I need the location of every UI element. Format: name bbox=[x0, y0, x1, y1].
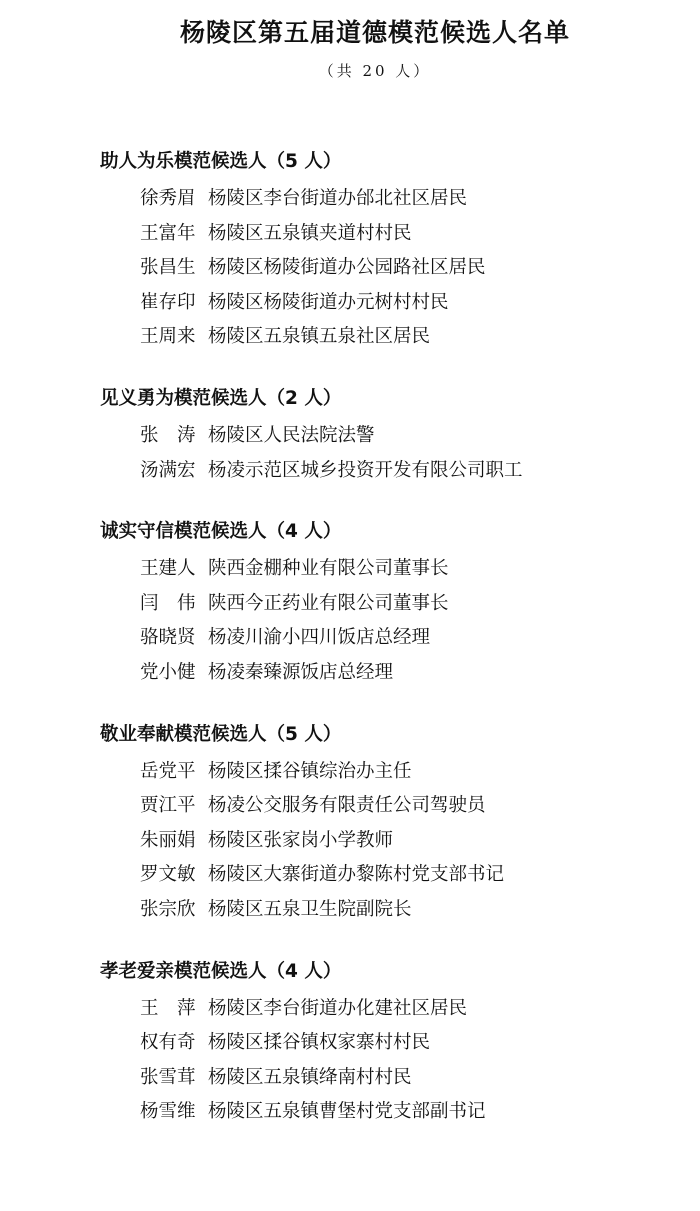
list-item bbox=[140, 552, 700, 587]
candidate-affiliation: 杨陵区杨陵街道办元树村村民 bbox=[208, 291, 449, 313]
section-title bbox=[100, 515, 700, 549]
candidate-name: 贾江平 bbox=[140, 795, 196, 817]
list-item bbox=[140, 182, 700, 217]
list-item bbox=[140, 454, 700, 489]
candidate-affiliation: 杨陵区张家岗小学教师 bbox=[208, 829, 394, 851]
candidate-name: 汤满宏 bbox=[140, 459, 196, 481]
section-filial-piety bbox=[0, 955, 700, 1130]
section-count: （5 人） bbox=[266, 151, 342, 172]
candidate-name: 张 涛 bbox=[140, 424, 196, 446]
candidate-name: 闫 伟 bbox=[140, 592, 196, 614]
candidate-affiliation: 杨凌示范区城乡投资开发有限公司职工 bbox=[208, 459, 523, 481]
candidate-name: 王建人 bbox=[140, 558, 196, 580]
candidate-name: 骆晓贤 bbox=[140, 627, 196, 649]
list-item bbox=[140, 621, 700, 656]
section-count: （5 人） bbox=[266, 723, 342, 745]
candidate-affiliation: 杨陵区揉谷镇权家寨村村民 bbox=[208, 1032, 431, 1054]
list-item bbox=[140, 824, 700, 859]
candidate-affiliation: 杨凌秦臻源饭店总经理 bbox=[208, 661, 394, 683]
section-title-text: 见义勇为模范候选人 bbox=[100, 387, 267, 409]
candidate-affiliation: 杨陵区五泉卫生院副院长 bbox=[208, 898, 412, 920]
list-item bbox=[140, 893, 700, 928]
candidate-affiliation: 杨凌川渝小四川饭店总经理 bbox=[208, 627, 431, 649]
candidate-affiliation: 杨陵区人民法院法警 bbox=[208, 424, 375, 446]
candidate-name: 徐秀眉 bbox=[140, 188, 196, 209]
candidate-affiliation: 陕西金棚种业有限公司董事长 bbox=[208, 558, 449, 580]
candidate-affiliation: 杨陵区五泉镇绛南村村民 bbox=[208, 1066, 412, 1088]
list-item bbox=[140, 858, 700, 893]
candidate-name: 崔存印 bbox=[140, 291, 196, 313]
section-title bbox=[100, 718, 700, 752]
section-title-text: 敬业奉献模范候选人 bbox=[100, 723, 267, 745]
candidate-name: 王富年 bbox=[140, 222, 196, 244]
list-item bbox=[140, 251, 700, 286]
list-item bbox=[140, 320, 700, 355]
list-item bbox=[140, 992, 700, 1027]
list-item bbox=[140, 1026, 700, 1061]
section-title-text: 诚实守信模范候选人 bbox=[100, 521, 267, 543]
section-title-text: 助人为乐模范候选人 bbox=[100, 151, 267, 172]
section-count: （2 人） bbox=[266, 387, 342, 409]
section-title-text: 孝老爱亲模范候选人 bbox=[100, 960, 267, 982]
candidate-name: 权有奇 bbox=[140, 1032, 196, 1054]
list-item bbox=[140, 789, 700, 824]
candidate-name: 张昌生 bbox=[140, 257, 196, 279]
section-count: （4 人） bbox=[266, 960, 342, 982]
list-item bbox=[140, 587, 700, 622]
candidate-affiliation: 杨陵区五泉镇曹堡村党支部副书记 bbox=[208, 1101, 486, 1123]
section-count: （4 人） bbox=[266, 521, 342, 543]
document-title: 杨陵区第五届道德模范候选人名单 bbox=[179, 18, 570, 47]
section-title bbox=[100, 382, 700, 416]
list-item bbox=[140, 217, 700, 252]
candidate-affiliation: 杨陵区李台街道办化建社区居民 bbox=[208, 997, 468, 1019]
section-honesty bbox=[0, 515, 700, 690]
list-item bbox=[140, 656, 700, 691]
candidate-name: 王周来 bbox=[140, 326, 196, 348]
candidate-affiliation: 杨陵区五泉镇夹道村村民 bbox=[208, 222, 412, 244]
candidate-name: 张宗欣 bbox=[140, 898, 196, 920]
candidate-affiliation: 杨陵区李台街道办邰北社区居民 bbox=[208, 188, 468, 209]
candidate-affiliation: 杨陵区大寨街道办黎陈村党支部书记 bbox=[208, 864, 505, 886]
list-item bbox=[140, 755, 700, 790]
section-dedication bbox=[0, 718, 700, 928]
list-item bbox=[140, 286, 700, 321]
candidate-name: 罗文敏 bbox=[140, 864, 196, 886]
candidate-affiliation: 陕西今正药业有限公司董事长 bbox=[208, 592, 449, 614]
list-item bbox=[140, 1061, 700, 1096]
candidate-affiliation: 杨陵区五泉镇五泉社区居民 bbox=[208, 326, 431, 348]
list-item bbox=[140, 419, 700, 454]
section-title bbox=[100, 955, 700, 989]
candidate-list bbox=[0, 145, 700, 1157]
section-helping-others bbox=[0, 145, 700, 355]
section-title bbox=[100, 145, 700, 179]
candidate-affiliation: 杨陵区杨陵街道办公园路社区居民 bbox=[208, 257, 486, 279]
candidate-name: 岳党平 bbox=[140, 760, 196, 782]
list-item bbox=[140, 1095, 700, 1130]
candidate-name: 王 萍 bbox=[140, 997, 196, 1019]
candidate-affiliation: 杨陵区揉谷镇综治办主任 bbox=[208, 760, 412, 782]
document-subtitle: （共 20 人） bbox=[318, 62, 432, 80]
candidate-name: 杨雪维 bbox=[140, 1101, 196, 1123]
candidate-name: 党小健 bbox=[140, 661, 196, 683]
candidate-affiliation: 杨凌公交服务有限责任公司驾驶员 bbox=[208, 795, 486, 817]
candidate-name: 张雪茸 bbox=[140, 1066, 196, 1088]
section-bravery bbox=[0, 382, 700, 488]
candidate-name: 朱丽娟 bbox=[140, 829, 196, 851]
